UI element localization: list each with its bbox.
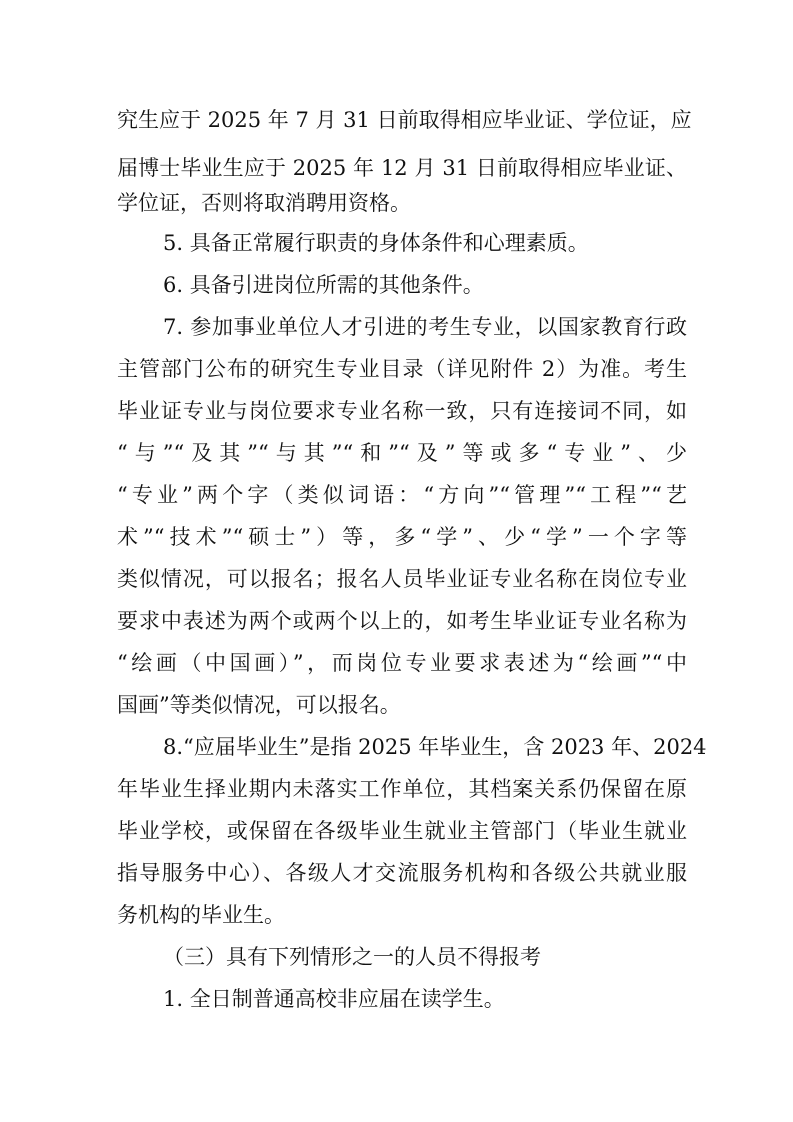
text-line: 术”“技术”“硕士”）等，多“学”、少“学”一个字等 <box>117 525 687 549</box>
numbered-item-6: 6. 具备引进岗位所需的其他条件。 <box>163 273 484 297</box>
text-line: 毕业证专业与岗位要求专业名称一致，只有连接词不同，如 <box>117 399 687 423</box>
numbered-item-8: 8.“应届毕业生”是指 2025 年毕业生，含 2023 年、2024 <box>163 735 707 759</box>
text-line: 届博士毕业生应于 2025 年 12 月 31 日前取得相应毕业证、 <box>117 156 687 180</box>
text-line: “绘画（中国画）”，而岗位专业要求表述为“绘画”“中 <box>117 651 687 675</box>
text-line: 国画”等类似情况，可以报名。 <box>117 693 401 717</box>
text-line: 主管部门公布的研究生专业目录（详见附件 2）为准。考生 <box>117 357 687 381</box>
text-line: 指导服务中心）、各级人才交流服务机构和各级公共就业服 <box>117 861 687 885</box>
text-line: 类似情况，可以报名；报名人员毕业证专业名称在岗位专业 <box>117 567 687 591</box>
text-line: 学位证，否则将取消聘用资格。 <box>117 191 411 215</box>
text-line: “专业”两个字（类似词语：“方向”“管理”“工程”“艺 <box>117 483 687 507</box>
numbered-item-1: 1. 全日制普通高校非应届在读学生。 <box>163 987 505 1011</box>
text-line: 毕业学校，或保留在各级毕业生就业主管部门（毕业生就业 <box>117 819 687 843</box>
text-line: 年毕业生择业期内未落实工作单位，其档案关系仍保留在原 <box>117 777 687 801</box>
text-line: 要求中表述为两个或两个以上的，如考生毕业证专业名称为 <box>117 609 687 633</box>
section-heading: （三）具有下列情形之一的人员不得报考 <box>163 945 541 969</box>
numbered-item-5: 5. 具备正常履行职责的身体条件和心理素质。 <box>163 231 589 255</box>
text-line: 务机构的毕业生。 <box>117 903 285 927</box>
numbered-item-7: 7. 参加事业单位人才引进的考生专业，以国家教育行政 <box>163 315 687 339</box>
text-line: 究生应于 2025 年 7 月 31 日前取得相应毕业证、学位证，应 <box>117 108 692 132</box>
text-line: “与”“及其”“与其”“和”“及”等或多“专业”、少 <box>117 441 687 465</box>
